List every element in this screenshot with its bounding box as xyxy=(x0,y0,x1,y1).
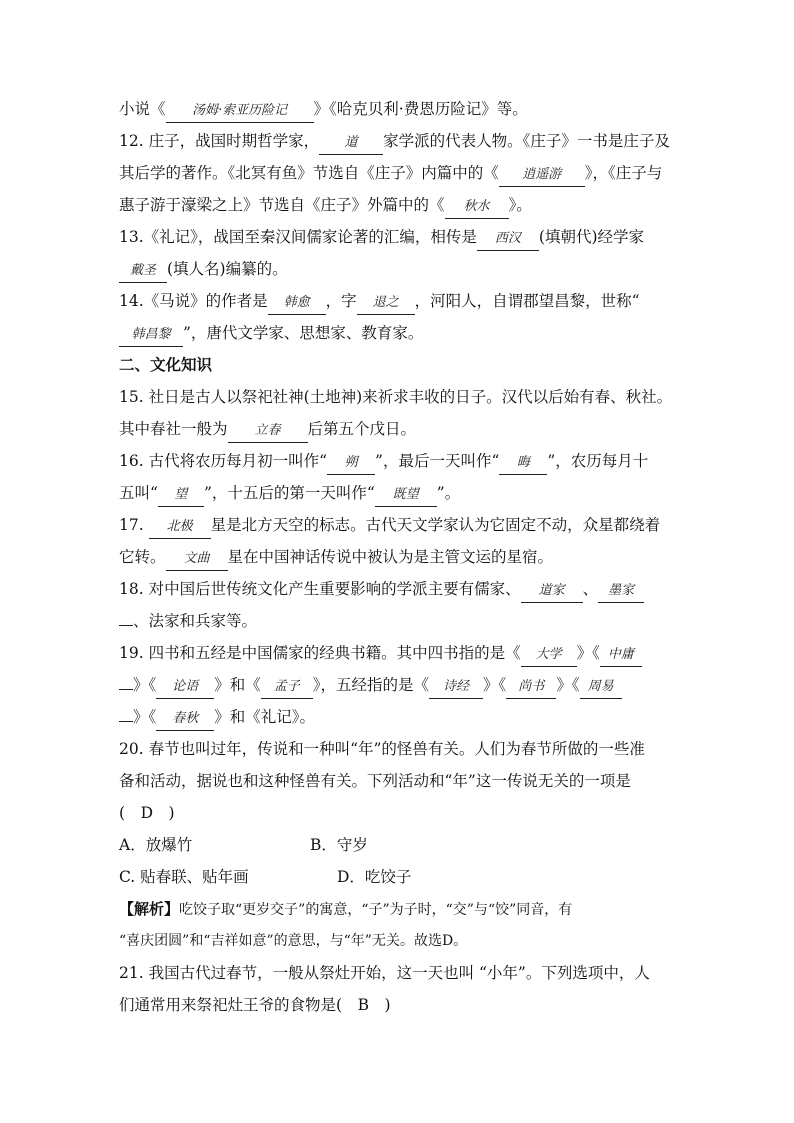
text: 16. 古代将农历每月初一叫作“ xyxy=(119,452,328,470)
q20-line2 xyxy=(119,765,679,797)
q20-options-row1 xyxy=(119,829,679,861)
text: 吃饺子取“更岁交子”的寓意，“子”为子时，“交”与“饺”同音，有 xyxy=(179,902,573,918)
q20-line3 xyxy=(119,797,679,829)
text: (填朝代)经学家 xyxy=(538,228,645,246)
q19-line1 xyxy=(119,637,679,669)
answer-blank: 墨家 xyxy=(598,580,644,603)
text: 后第五个戊日。 xyxy=(307,420,417,438)
text: 20. 春节也叫过年，传说和一种叫“年”的怪兽有关。人们为春节所做的一些准 xyxy=(119,740,645,758)
answer-blank: 韩昌黎 xyxy=(119,324,183,347)
answer-blank: 退之 xyxy=(357,292,415,315)
text: 备和活动，据说也和这种怪兽有关。下列活动和“年”这一传说无关的一项是 xyxy=(119,772,631,790)
text: 》《 xyxy=(556,676,580,694)
answer-blank: 朔 xyxy=(327,452,375,475)
text: ，河阳人，自谓郡望昌黎，世称“ xyxy=(414,292,640,310)
text: “喜庆团圆”和“吉祥如意”的意思，与“年”无关。故选D。 xyxy=(119,933,468,949)
option-b: B．守岁 xyxy=(310,836,368,854)
q14-line2 xyxy=(119,317,679,349)
q17-line1 xyxy=(119,509,679,541)
text: ”，十五后的第一天叫作“ xyxy=(203,484,375,502)
text: ”，唐代文学家、思想家、教育家。 xyxy=(183,324,424,342)
q20-line1 xyxy=(119,733,679,765)
q19-line3 xyxy=(119,701,679,733)
text: ”。 xyxy=(436,484,461,502)
line-novel xyxy=(119,93,679,125)
answer-blank: 春秋 xyxy=(156,708,214,731)
text: ，字 xyxy=(325,292,357,310)
answer-blank: 立春 xyxy=(228,420,308,443)
text: 家学派的代表人物。《庄子》一书是庄子及 xyxy=(383,132,670,150)
answer-blank: 西汉 xyxy=(477,228,539,251)
answer-blank: 戴圣 xyxy=(119,260,167,283)
text: 其中春社一般为 xyxy=(119,420,228,438)
text: 21. 我国古代过春节，一般从祭灶开始，这一天也叫 “小年”。下列选项中，人 xyxy=(119,964,650,982)
q19-line2 xyxy=(119,669,679,701)
text: 》《 xyxy=(483,676,507,694)
text: 、 xyxy=(582,580,599,598)
text: 》和《礼记》。 xyxy=(214,708,316,726)
answer-blank: 韩愈 xyxy=(268,292,326,315)
answer-blank: 大学 xyxy=(521,644,577,667)
answer-choice: D xyxy=(140,804,153,822)
answer-blank: 望 xyxy=(158,484,204,507)
text: ) xyxy=(153,804,175,822)
text: 18. 对中国后世传统文化产生重要影响的学派主要有儒家、 xyxy=(119,580,521,598)
q21-line2 xyxy=(119,989,679,1021)
answer-blank: 尚书 xyxy=(506,676,556,699)
answer-blank: 逍遥游 xyxy=(499,164,585,187)
text: 》《哈克贝利·费恩历险记》等。 xyxy=(313,100,528,118)
page-content xyxy=(119,93,679,1021)
option-a: A．放爆竹 xyxy=(119,836,193,854)
answer-blank: 既望 xyxy=(375,484,437,507)
text: 星是北方天空的标志。古代天文学家认为它固定不动，众星都绕着 xyxy=(210,516,661,534)
q13-line1 xyxy=(119,221,679,253)
q12-line2 xyxy=(119,157,679,189)
answer-choice: B xyxy=(357,996,369,1014)
q13-line2 xyxy=(119,253,679,285)
text: ”，最后一天叫作“ xyxy=(375,452,500,470)
answer-blank: 北极 xyxy=(149,516,211,539)
section-heading: 二、文化知识 xyxy=(119,355,213,374)
answer-blank: 论语 xyxy=(156,676,214,699)
q21-line1 xyxy=(119,957,679,989)
text: 13.《礼记》，战国至秦汉间儒家论著的汇编，相传是 xyxy=(119,228,477,246)
answer-blank: 诗经 xyxy=(429,676,483,699)
text: 它转。 xyxy=(119,548,166,566)
answer-blank: 文曲 xyxy=(166,548,228,571)
answer-blank: 秋水 xyxy=(445,196,509,219)
text: 》，五经指的是《 xyxy=(312,676,430,694)
text: 其后学的著作。《北冥有鱼》节选自《庄子》内篇中的《 xyxy=(119,164,499,182)
answer-blank: 晦 xyxy=(499,452,547,475)
q12-line3 xyxy=(119,189,679,221)
q16-line2 xyxy=(119,477,679,509)
answer-blank: 中庸 xyxy=(600,644,642,667)
q18-line2 xyxy=(119,605,679,637)
answer-blank: 孟子 xyxy=(261,676,313,699)
text: 惠子游于濠梁之上》节选自《庄子》外篇中的《 xyxy=(119,196,445,214)
text: 》《 xyxy=(133,676,157,694)
text: ”，农历每月十 xyxy=(547,452,649,470)
text: 们通常用来祭祀灶王爷的食物是( xyxy=(119,996,358,1014)
text: 》，《庄子与 xyxy=(584,164,663,182)
text: ) xyxy=(368,996,391,1014)
text: 、法家和兵家等。 xyxy=(133,612,258,630)
answer-blank: 汤姆·索亚历险记 xyxy=(166,100,314,123)
answer-blank: 道 xyxy=(319,132,383,155)
answer-blank: 道家 xyxy=(521,580,583,603)
text: 》《 xyxy=(576,644,600,662)
q14-line1 xyxy=(119,285,679,317)
text: 星在中国神话传说中被认为是主管文运的星宿。 xyxy=(227,548,554,566)
q20-analysis-line2 xyxy=(119,925,679,957)
text: 12. 庄子，战国时期哲学家， xyxy=(119,132,320,150)
text: 15. 社日是古人以祭祀社神(土地神)来祈求丰收的日子。汉代以后始有春、秋社。 xyxy=(119,388,673,406)
text: 17. xyxy=(119,516,149,534)
analysis-tag: 【解析】 xyxy=(119,900,180,918)
text: 》和《 xyxy=(214,676,261,694)
option-d: D．吃饺子 xyxy=(337,868,412,886)
option-c: C. 贴春联、贴年画 xyxy=(119,868,249,886)
text: 》《 xyxy=(133,708,157,726)
answer-blank xyxy=(119,721,133,722)
answer-blank xyxy=(119,689,133,690)
q20-options-row2 xyxy=(119,861,679,893)
q20-analysis-line1 xyxy=(119,893,679,925)
text: 14.《马说》的作者是 xyxy=(119,292,268,310)
q18-line1 xyxy=(119,573,679,605)
text: 五叫“ xyxy=(119,484,158,502)
q17-line2 xyxy=(119,541,679,573)
q15-line2 xyxy=(119,413,679,445)
answer-blank: 周易 xyxy=(580,676,622,699)
q12-line1 xyxy=(119,125,679,157)
answer-blank xyxy=(119,625,133,626)
text: 小说《 xyxy=(119,100,166,118)
q16-line1 xyxy=(119,445,679,477)
text: ( xyxy=(119,804,141,822)
q15-line1 xyxy=(119,381,679,413)
text: 19. 四书和五经是中国儒家的经典书籍。其中四书指的是《 xyxy=(119,644,521,662)
text: 》。 xyxy=(508,196,532,214)
text: (填人名)编纂的。 xyxy=(167,260,288,278)
